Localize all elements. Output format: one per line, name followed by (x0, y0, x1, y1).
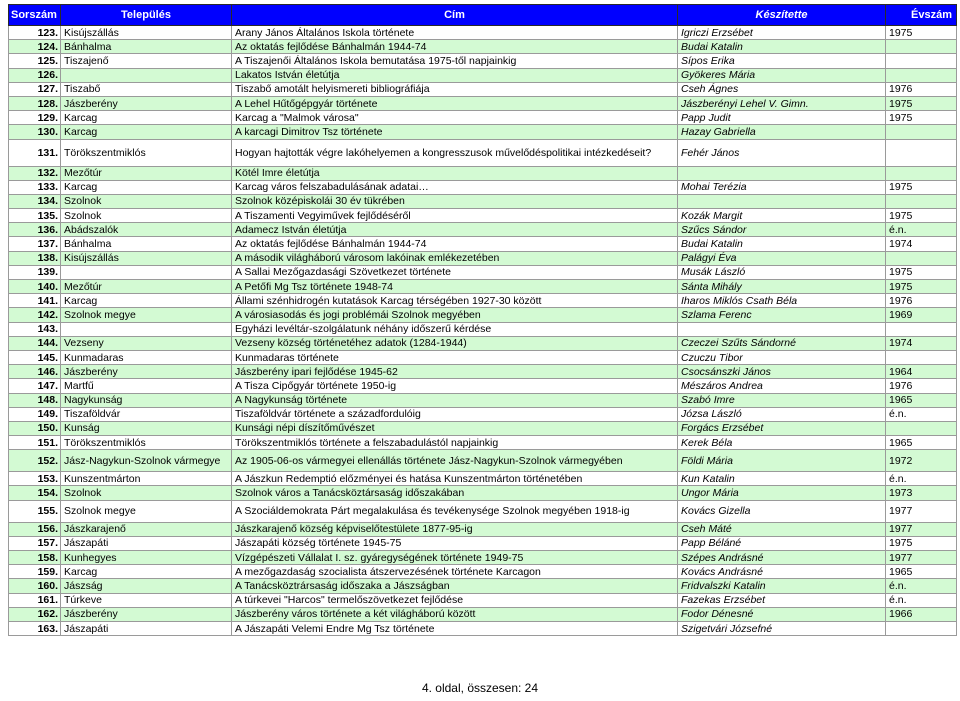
cell-number: 147. (9, 379, 61, 393)
cell-settlement (61, 322, 232, 336)
cell-settlement: Jász-Nagykun-Szolnok vármegye (61, 450, 232, 472)
cell-year: 1975 (886, 180, 957, 194)
table-row (9, 336, 957, 350)
cell-settlement: Kunság (61, 421, 232, 435)
table-row (9, 294, 957, 308)
cell-title: Jászapáti község története 1945-75 (232, 536, 678, 550)
cell-author: Musák László (678, 265, 886, 279)
cell-number: 152. (9, 450, 61, 472)
records-table-container (8, 4, 956, 636)
cell-title: A második világháború városom lakóinak emlékezetében (232, 251, 678, 265)
cell-number: 144. (9, 336, 61, 350)
cell-title: Vízgépészeti Vállalat I. sz. gyáregységének története 1949-75 (232, 551, 678, 565)
cell-year: 1965 (886, 436, 957, 450)
cell-settlement: Mezőtúr (61, 166, 232, 180)
cell-author: Igriczi Erzsébet (678, 26, 886, 40)
cell-year (886, 166, 957, 180)
cell-year: 1977 (886, 500, 957, 522)
cell-settlement: Kunmadaras (61, 350, 232, 364)
column-header-number: Sorszám (9, 5, 61, 26)
table-row (9, 251, 957, 265)
cell-year: é.n. (886, 407, 957, 421)
cell-year: 1972 (886, 450, 957, 472)
records-table (8, 4, 957, 636)
cell-settlement: Kisújszállás (61, 251, 232, 265)
cell-title: A karcagi Dimitrov Tsz története (232, 125, 678, 139)
cell-title: A Tanácsköztrársaság időszaka a Jászságban (232, 579, 678, 593)
cell-settlement: Jászapáti (61, 536, 232, 550)
cell-number: 162. (9, 607, 61, 621)
cell-title: Lakatos István életútja (232, 68, 678, 82)
cell-author: Szűcs Sándor (678, 223, 886, 237)
cell-title: Az oktatás fejlődése Bánhalmán 1944-74 (232, 40, 678, 54)
cell-year (886, 139, 957, 166)
cell-settlement (61, 68, 232, 82)
cell-title: A Nagykunság története (232, 393, 678, 407)
cell-title: Kunsági népi díszítőművészet (232, 421, 678, 435)
cell-author: Papp Béláné (678, 536, 886, 550)
table-row (9, 421, 957, 435)
cell-author: Földi Mária (678, 450, 886, 472)
table-row (9, 54, 957, 68)
table-row (9, 551, 957, 565)
cell-year: 1977 (886, 522, 957, 536)
table-row (9, 125, 957, 139)
cell-author: Cseh Ágnes (678, 82, 886, 96)
cell-number: 139. (9, 265, 61, 279)
cell-settlement: Tiszaföldvár (61, 407, 232, 421)
cell-number: 123. (9, 26, 61, 40)
cell-author: Gyökeres Mária (678, 68, 886, 82)
table-row (9, 166, 957, 180)
cell-settlement: Kisújszállás (61, 26, 232, 40)
cell-author: Csocsánszki János (678, 365, 886, 379)
cell-title: A Sallai Mezőgazdasági Szövetkezet története (232, 265, 678, 279)
cell-settlement: Kunszentmárton (61, 472, 232, 486)
cell-year: 1975 (886, 26, 957, 40)
cell-settlement (61, 265, 232, 279)
cell-title: A városiasodás és jogi problémái Szolnok megyében (232, 308, 678, 322)
cell-author: Szlama Ferenc (678, 308, 886, 322)
cell-year: 1975 (886, 536, 957, 550)
cell-settlement: Jászkarajenő (61, 522, 232, 536)
cell-settlement: Kunhegyes (61, 551, 232, 565)
cell-author: Czeczei Szűts Sándorné (678, 336, 886, 350)
cell-title: Állami szénhidrogén kutatások Karcag térségében 1927-30 között (232, 294, 678, 308)
cell-year: 1975 (886, 265, 957, 279)
table-row (9, 472, 957, 486)
cell-number: 136. (9, 223, 61, 237)
cell-author: Sípos Erika (678, 54, 886, 68)
table-row (9, 393, 957, 407)
cell-year: 1974 (886, 237, 957, 251)
cell-author: Mészáros Andrea (678, 379, 886, 393)
cell-author: Budai Katalin (678, 237, 886, 251)
cell-number: 134. (9, 194, 61, 208)
cell-settlement: Törökszentmiklós (61, 139, 232, 166)
cell-settlement: Nagykunság (61, 393, 232, 407)
column-header-settlement: Település (61, 5, 232, 26)
cell-settlement: Szolnok (61, 209, 232, 223)
cell-number: 124. (9, 40, 61, 54)
cell-year: 1975 (886, 96, 957, 110)
cell-number: 137. (9, 237, 61, 251)
cell-number: 156. (9, 522, 61, 536)
cell-year (886, 54, 957, 68)
cell-author: Papp Judit (678, 111, 886, 125)
cell-title: A Lehel Hűtőgépgyár története (232, 96, 678, 110)
cell-number: 155. (9, 500, 61, 522)
cell-settlement: Karcag (61, 294, 232, 308)
cell-number: 142. (9, 308, 61, 322)
cell-title: Karcag város felszabadulásának adatai… (232, 180, 678, 194)
cell-settlement: Karcag (61, 125, 232, 139)
table-row (9, 436, 957, 450)
cell-settlement: Bánhalma (61, 40, 232, 54)
cell-settlement: Szolnok megye (61, 308, 232, 322)
cell-number: 131. (9, 139, 61, 166)
cell-number: 154. (9, 486, 61, 500)
cell-author: Iharos Miklós Csath Béla (678, 294, 886, 308)
cell-author: Szabó Imre (678, 393, 886, 407)
cell-author: Fehér János (678, 139, 886, 166)
cell-author: Hazay Gabriella (678, 125, 886, 139)
cell-title: A Petőfi Mg Tsz története 1948-74 (232, 280, 678, 294)
cell-settlement: Szolnok (61, 194, 232, 208)
cell-number: 135. (9, 209, 61, 223)
cell-title: Jászkarajenő község képviselőtestülete 1877-95-ig (232, 522, 678, 536)
cell-number: 143. (9, 322, 61, 336)
cell-year: 1976 (886, 379, 957, 393)
cell-settlement: Abádszalók (61, 223, 232, 237)
cell-year: 1975 (886, 111, 957, 125)
cell-year (886, 125, 957, 139)
table-row (9, 500, 957, 522)
table-row (9, 450, 957, 472)
table-row (9, 350, 957, 364)
cell-year: é.n. (886, 579, 957, 593)
cell-settlement: Bánhalma (61, 237, 232, 251)
cell-settlement: Szolnok (61, 486, 232, 500)
cell-author: Ungor Mária (678, 486, 886, 500)
cell-author (678, 322, 886, 336)
table-row (9, 194, 957, 208)
cell-number: 141. (9, 294, 61, 308)
cell-author: Czuczu Tibor (678, 350, 886, 364)
cell-settlement: Túrkeve (61, 593, 232, 607)
table-row (9, 486, 957, 500)
cell-settlement: Mezőtúr (61, 280, 232, 294)
cell-year: é.n. (886, 593, 957, 607)
table-body (9, 26, 957, 636)
cell-author: Sánta Mihály (678, 280, 886, 294)
cell-author: Fazekas Erzsébet (678, 593, 886, 607)
cell-year (886, 350, 957, 364)
table-row (9, 40, 957, 54)
cell-year: 1976 (886, 82, 957, 96)
cell-number: 126. (9, 68, 61, 82)
column-header-year: Évszám (886, 5, 957, 26)
page-footer: 4. oldal, összesen: 24 (421, 681, 539, 695)
cell-title: A Szociáldemokrata Párt megalakulása és tevékenysége Szolnok megyében 1918-ig (232, 500, 678, 522)
table-row (9, 82, 957, 96)
table-row (9, 96, 957, 110)
cell-title: Adamecz István életútja (232, 223, 678, 237)
cell-year: é.n. (886, 223, 957, 237)
cell-title: A Tiszajenői Általános Iskola bemutatása 1975-től napjainkig (232, 54, 678, 68)
cell-number: 151. (9, 436, 61, 450)
table-row (9, 68, 957, 82)
cell-title: Vezseny község történetéhez adatok (1284-1944) (232, 336, 678, 350)
cell-year (886, 421, 957, 435)
cell-settlement: Karcag (61, 565, 232, 579)
cell-settlement: Jászberény (61, 96, 232, 110)
cell-author: Szépes Andrásné (678, 551, 886, 565)
cell-year: 1975 (886, 280, 957, 294)
table-row (9, 111, 957, 125)
cell-author: Fodor Dénesné (678, 607, 886, 621)
cell-year: 1966 (886, 607, 957, 621)
cell-title: Törökszentmiklós története a felszabadulástól napjainkig (232, 436, 678, 450)
cell-number: 127. (9, 82, 61, 96)
cell-settlement: Martfű (61, 379, 232, 393)
cell-title: Az 1905-06-os vármegyei ellenállás története Jász-Nagykun-Szolnok vármegyében (232, 450, 678, 472)
cell-number: 149. (9, 407, 61, 421)
cell-number: 157. (9, 536, 61, 550)
cell-author: Kovács Andrásné (678, 565, 886, 579)
cell-author: Kozák Margit (678, 209, 886, 223)
cell-year: 1965 (886, 393, 957, 407)
cell-settlement: Tiszajenő (61, 54, 232, 68)
cell-settlement: Tiszabő (61, 82, 232, 96)
cell-year: 1969 (886, 308, 957, 322)
cell-title: Szolnok város a Tanácsköztársaság időszakában (232, 486, 678, 500)
table-row (9, 407, 957, 421)
cell-number: 161. (9, 593, 61, 607)
cell-year (886, 40, 957, 54)
cell-settlement: Karcag (61, 111, 232, 125)
cell-year: é.n. (886, 472, 957, 486)
cell-number: 145. (9, 350, 61, 364)
cell-title: Az oktatás fejlődése Bánhalmán 1944-74 (232, 237, 678, 251)
cell-number: 138. (9, 251, 61, 265)
cell-author (678, 166, 886, 180)
cell-author: Kun Katalin (678, 472, 886, 486)
cell-author: Mohai Terézia (678, 180, 886, 194)
cell-number: 140. (9, 280, 61, 294)
cell-number: 158. (9, 551, 61, 565)
cell-settlement: Karcag (61, 180, 232, 194)
cell-number: 128. (9, 96, 61, 110)
cell-number: 163. (9, 621, 61, 635)
cell-year: 1975 (886, 209, 957, 223)
table-row (9, 579, 957, 593)
cell-number: 133. (9, 180, 61, 194)
cell-title: Karcag a "Malmok városa" (232, 111, 678, 125)
cell-title: A Jászkun Redemptió előzményei és hatása Kunszentmárton történetében (232, 472, 678, 486)
cell-author: Cseh Máté (678, 522, 886, 536)
column-header-title: Cím (232, 5, 678, 26)
cell-year: 1974 (886, 336, 957, 350)
cell-title: A túrkevei "Harcos" termelőszövetkezet fejlődése (232, 593, 678, 607)
cell-title: Jászberény ipari fejlődése 1945-62 (232, 365, 678, 379)
table-row (9, 26, 957, 40)
table-header-row (9, 5, 957, 26)
cell-settlement: Jászberény (61, 607, 232, 621)
cell-title: Szolnok középiskolái 30 év tükrében (232, 194, 678, 208)
cell-title: Jászberény város története a két világháború között (232, 607, 678, 621)
cell-title: Tiszaföldvár története a századfordulóig (232, 407, 678, 421)
table-row (9, 265, 957, 279)
cell-title: Hogyan hajtották végre lakóhelyemen a kongresszusok művelődéspolitikai intézkedéseit? (232, 139, 678, 166)
table-row (9, 209, 957, 223)
cell-number: 153. (9, 472, 61, 486)
cell-settlement: Jászság (61, 579, 232, 593)
cell-year: 1976 (886, 294, 957, 308)
cell-title: Kunmadaras története (232, 350, 678, 364)
cell-author: Szigetvári Józsefné (678, 621, 886, 635)
table-row (9, 379, 957, 393)
cell-author: Budai Katalin (678, 40, 886, 54)
cell-number: 130. (9, 125, 61, 139)
cell-title: Kötél Imre életútja (232, 166, 678, 180)
cell-title: A Jászapáti Velemi Endre Mg Tsz története (232, 621, 678, 635)
table-row (9, 522, 957, 536)
table-row (9, 139, 957, 166)
cell-number: 148. (9, 393, 61, 407)
cell-year (886, 194, 957, 208)
cell-settlement: Szolnok megye (61, 500, 232, 522)
cell-author: Forgács Erzsébet (678, 421, 886, 435)
cell-year (886, 251, 957, 265)
cell-number: 160. (9, 579, 61, 593)
cell-settlement: Vezseny (61, 336, 232, 350)
cell-number: 150. (9, 421, 61, 435)
cell-author: Kerek Béla (678, 436, 886, 450)
cell-number: 132. (9, 166, 61, 180)
cell-number: 146. (9, 365, 61, 379)
table-row (9, 593, 957, 607)
table-row (9, 536, 957, 550)
cell-author: Kovács Gizella (678, 500, 886, 522)
cell-year: 1977 (886, 551, 957, 565)
cell-author: Jászberényi Lehel V. Gimn. (678, 96, 886, 110)
cell-number: 159. (9, 565, 61, 579)
cell-settlement: Jászberény (61, 365, 232, 379)
column-header-author: Készítette (678, 5, 886, 26)
cell-year (886, 68, 957, 82)
table-row (9, 223, 957, 237)
cell-title: Egyházi levéltár-szolgálatunk néhány időszerű kérdése (232, 322, 678, 336)
cell-year: 1964 (886, 365, 957, 379)
cell-number: 129. (9, 111, 61, 125)
cell-title: A mezőgazdaság szocialista átszervezésének története Karcagon (232, 565, 678, 579)
cell-author: Fridvalszki Katalin (678, 579, 886, 593)
table-row (9, 237, 957, 251)
cell-author: Palágyi Éva (678, 251, 886, 265)
cell-year (886, 621, 957, 635)
table-row (9, 365, 957, 379)
table-row (9, 322, 957, 336)
cell-author: Józsa László (678, 407, 886, 421)
cell-author (678, 194, 886, 208)
table-row (9, 565, 957, 579)
table-row (9, 280, 957, 294)
cell-settlement: Törökszentmiklós (61, 436, 232, 450)
cell-year (886, 322, 957, 336)
cell-settlement: Jászapáti (61, 621, 232, 635)
cell-year: 1973 (886, 486, 957, 500)
cell-title: A Tiszamenti Vegyiművek fejlődéséről (232, 209, 678, 223)
table-row (9, 607, 957, 621)
cell-title: A Tisza Cipőgyár története 1950-ig (232, 379, 678, 393)
cell-number: 125. (9, 54, 61, 68)
table-row (9, 308, 957, 322)
cell-year: 1965 (886, 565, 957, 579)
cell-title: Arany János Általános Iskola története (232, 26, 678, 40)
cell-title: Tiszabő amotált helyismereti bibliográfiája (232, 82, 678, 96)
table-row (9, 621, 957, 635)
table-row (9, 180, 957, 194)
